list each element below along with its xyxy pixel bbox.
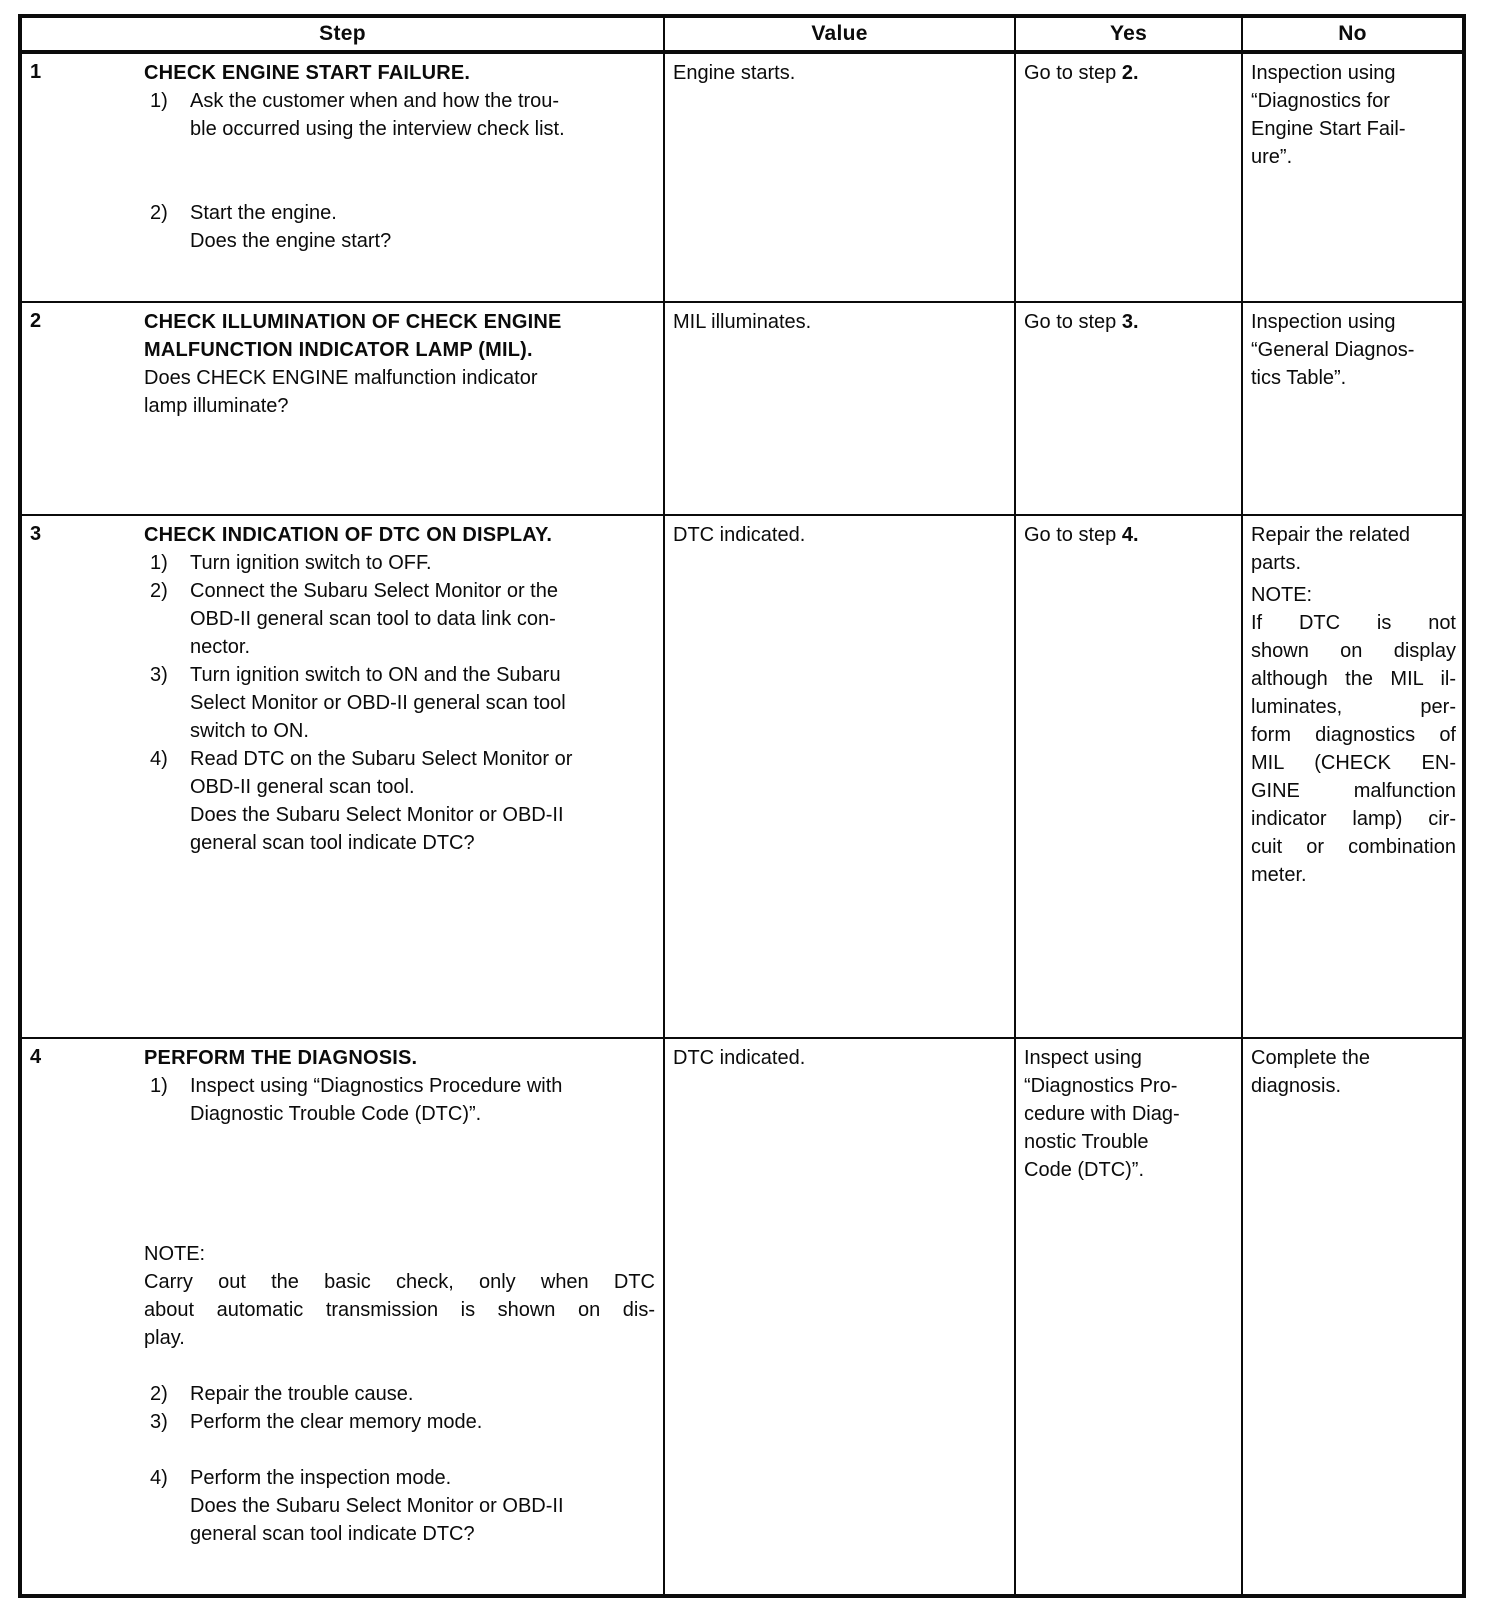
yes-text <box>1024 1044 1235 1184</box>
text-line: DTC indicated. <box>673 524 806 546</box>
value-cell <box>664 1038 1015 1596</box>
text-line: Repair the trouble cause. <box>190 1383 414 1405</box>
value-text <box>673 308 1008 336</box>
step-title <box>144 59 659 87</box>
text-line: general scan tool indicate DTC? <box>190 832 475 854</box>
item-text <box>190 1464 659 1492</box>
numbered-step-item <box>150 549 659 577</box>
text-line: Complete the <box>1251 1047 1370 1069</box>
no-text <box>1251 308 1456 392</box>
text-line: general scan tool indicate DTC? <box>190 1523 475 1545</box>
text-line: Perform the clear memory mode. <box>190 1411 483 1433</box>
item-number: 2) <box>150 1383 168 1405</box>
text-line: GINE malfunction <box>1251 780 1456 802</box>
no-text <box>1251 1044 1456 1100</box>
value-cell <box>664 52 1015 302</box>
text-line: Inspection using <box>1251 62 1396 84</box>
paragraph <box>144 364 655 420</box>
numbered-step-item <box>150 199 659 227</box>
numbered-step-item <box>150 745 659 801</box>
column-header-no: No <box>1242 16 1464 52</box>
item-text <box>190 199 659 227</box>
text-line: Does the engine start? <box>190 230 392 252</box>
item-text <box>190 577 659 661</box>
question-text <box>190 227 659 255</box>
step-title <box>144 1044 659 1072</box>
text-line: Inspect using “Diagnostics Procedure with <box>190 1075 563 1097</box>
paragraph <box>144 1268 655 1352</box>
table-row <box>20 1038 1464 1596</box>
text-line: Go to step 4. <box>1024 524 1139 546</box>
item-text <box>190 549 659 577</box>
text-line: CHECK ENGINE START FAILURE. <box>144 62 471 84</box>
text-line: MIL (CHECK EN- <box>1251 752 1456 774</box>
note-label <box>1251 581 1456 609</box>
no-text <box>1251 521 1456 577</box>
text-line: about automatic transmission is shown on dis- <box>144 1299 655 1321</box>
no-text <box>1251 59 1456 171</box>
text-line: Carry out the basic check, only when DTC <box>144 1271 655 1293</box>
text-line: indicator lamp) cir- <box>1251 808 1456 830</box>
text-line: nector. <box>190 636 251 658</box>
text-line: Inspection using <box>1251 311 1396 333</box>
step-title <box>144 521 659 549</box>
item-number: 4) <box>150 748 168 770</box>
item-text <box>190 87 659 143</box>
text-line: “Diagnostics for <box>1251 90 1390 112</box>
text-line: Read DTC on the Subaru Select Monitor or <box>190 748 573 770</box>
text-line: Go to step 3. <box>1024 311 1139 333</box>
numbered-step-item <box>150 87 659 143</box>
item-text <box>190 1380 659 1408</box>
column-header-value: Value <box>664 16 1015 52</box>
text-line: Start the engine. <box>190 202 337 224</box>
text-line: cuit or combination <box>1251 836 1456 858</box>
step-cell <box>20 302 664 515</box>
text-line: Does the Subaru Select Monitor or OBD-II <box>190 804 564 826</box>
table-row <box>20 52 1464 302</box>
text-line: DTC indicated. <box>673 1047 806 1069</box>
text-line: MALFUNCTION INDICATOR LAMP (MIL). <box>144 339 533 361</box>
text-line: MIL illuminates. <box>673 311 812 333</box>
text-line: ure”. <box>1251 146 1293 168</box>
item-number: 2) <box>150 580 168 602</box>
numbered-step-item <box>150 1408 659 1436</box>
no-cell <box>1242 52 1464 302</box>
text-line: CHECK INDICATION OF DTC ON DISPLAY. <box>144 524 553 546</box>
blank-space <box>22 1436 659 1464</box>
text-line: form diagnostics of <box>1251 724 1456 746</box>
step-cell <box>20 1038 664 1596</box>
text-line: “General Diagnos- <box>1251 339 1415 361</box>
text-line: NOTE: <box>1251 584 1313 606</box>
blank-space <box>22 1352 659 1380</box>
blank-space <box>22 143 659 199</box>
item-text <box>190 661 659 745</box>
no-cell <box>1242 302 1464 515</box>
item-number: 3) <box>150 1411 168 1433</box>
text-line: CHECK ILLUMINATION OF CHECK ENGINE <box>144 311 562 333</box>
step-number: 1 <box>30 61 42 83</box>
no-text <box>1251 609 1456 889</box>
value-cell <box>664 515 1015 1038</box>
table-row <box>20 302 1464 515</box>
diagnostic-procedure-table <box>18 14 1466 1598</box>
column-header-step: Step <box>20 16 664 52</box>
step-cell <box>20 515 664 1038</box>
value-cell <box>664 302 1015 515</box>
yes-cell <box>1015 52 1242 302</box>
yes-cell <box>1015 1038 1242 1596</box>
blank-space <box>22 1128 659 1240</box>
text-line: “Diagnostics Pro- <box>1024 1075 1178 1097</box>
question-text <box>190 1492 659 1548</box>
text-line: Diagnostic Trouble Code (DTC)”. <box>190 1103 482 1125</box>
text-line: switch to ON. <box>190 720 309 742</box>
yes-cell <box>1015 302 1242 515</box>
step-number: 4 <box>30 1046 42 1068</box>
text-line: ble occurred using the interview check list. <box>190 118 565 140</box>
item-number: 2) <box>150 202 168 224</box>
text-line: Turn ignition switch to OFF. <box>190 552 432 574</box>
item-text <box>190 1072 659 1128</box>
text-line: PERFORM THE DIAGNOSIS. <box>144 1047 418 1069</box>
text-line: NOTE: <box>144 1243 206 1265</box>
step-cell <box>20 52 664 302</box>
text-line: Go to step 2. <box>1024 62 1139 84</box>
text-line: Perform the inspection mode. <box>190 1467 452 1489</box>
item-number: 1) <box>150 90 168 112</box>
text-line: cedure with Diag- <box>1024 1103 1180 1125</box>
text-line: Ask the customer when and how the trou- <box>190 90 560 112</box>
text-line: diagnosis. <box>1251 1075 1342 1097</box>
text-line: Connect the Subaru Select Monitor or the <box>190 580 558 602</box>
yes-cell <box>1015 515 1242 1038</box>
text-line: Does CHECK ENGINE malfunction indicator <box>144 367 538 389</box>
value-text <box>673 1044 1008 1072</box>
numbered-step-item <box>150 661 659 745</box>
step-number: 2 <box>30 310 42 332</box>
item-number: 4) <box>150 1467 168 1489</box>
text-line: Repair the related <box>1251 524 1410 546</box>
no-cell <box>1242 515 1464 1038</box>
text-line: Engine Start Fail- <box>1251 118 1406 140</box>
item-number: 3) <box>150 664 168 686</box>
text-line: OBD-II general scan tool. <box>190 776 415 798</box>
table-row <box>20 515 1464 1038</box>
text-line: shown on display <box>1251 640 1456 662</box>
text-line: luminates, per- <box>1251 696 1456 718</box>
step-content <box>22 1044 659 1548</box>
step-number: 3 <box>30 523 42 545</box>
note-label <box>144 1240 659 1268</box>
text-line: Code (DTC)”. <box>1024 1159 1145 1181</box>
text-line: although the MIL il- <box>1251 668 1456 690</box>
text-line: If DTC is not <box>1251 612 1456 634</box>
text-line: Engine starts. <box>673 62 796 84</box>
question-text <box>190 801 659 857</box>
item-text <box>190 745 659 801</box>
numbered-step-item <box>150 1464 659 1492</box>
value-text <box>673 59 1008 87</box>
item-number: 1) <box>150 552 168 574</box>
yes-text <box>1024 59 1235 87</box>
step-content <box>22 59 659 255</box>
value-text <box>673 521 1008 549</box>
text-line: Does the Subaru Select Monitor or OBD-II <box>190 1495 564 1517</box>
text-line: Select Monitor or OBD-II general scan tool <box>190 692 566 714</box>
text-line: Turn ignition switch to ON and the Subaru <box>190 664 561 686</box>
numbered-step-item <box>150 1380 659 1408</box>
text-line: parts. <box>1251 552 1302 574</box>
text-line: OBD-II general scan tool to data link con- <box>190 608 556 630</box>
numbered-step-item <box>150 577 659 661</box>
yes-text <box>1024 308 1235 336</box>
text-line: nostic Trouble <box>1024 1131 1149 1153</box>
item-number: 1) <box>150 1075 168 1097</box>
table-header-row <box>20 16 1464 52</box>
numbered-step-item <box>150 1072 659 1128</box>
yes-text <box>1024 521 1235 549</box>
step-content <box>22 521 659 857</box>
column-header-yes: Yes <box>1015 16 1242 52</box>
no-cell <box>1242 1038 1464 1596</box>
step-content <box>22 308 659 420</box>
text-line: meter. <box>1251 864 1307 886</box>
text-line: tics Table”. <box>1251 367 1347 389</box>
item-text <box>190 1408 659 1436</box>
text-line: play. <box>144 1327 185 1349</box>
text-line: Inspect using <box>1024 1047 1142 1069</box>
text-line: lamp illuminate? <box>144 395 289 417</box>
step-title <box>144 308 659 364</box>
